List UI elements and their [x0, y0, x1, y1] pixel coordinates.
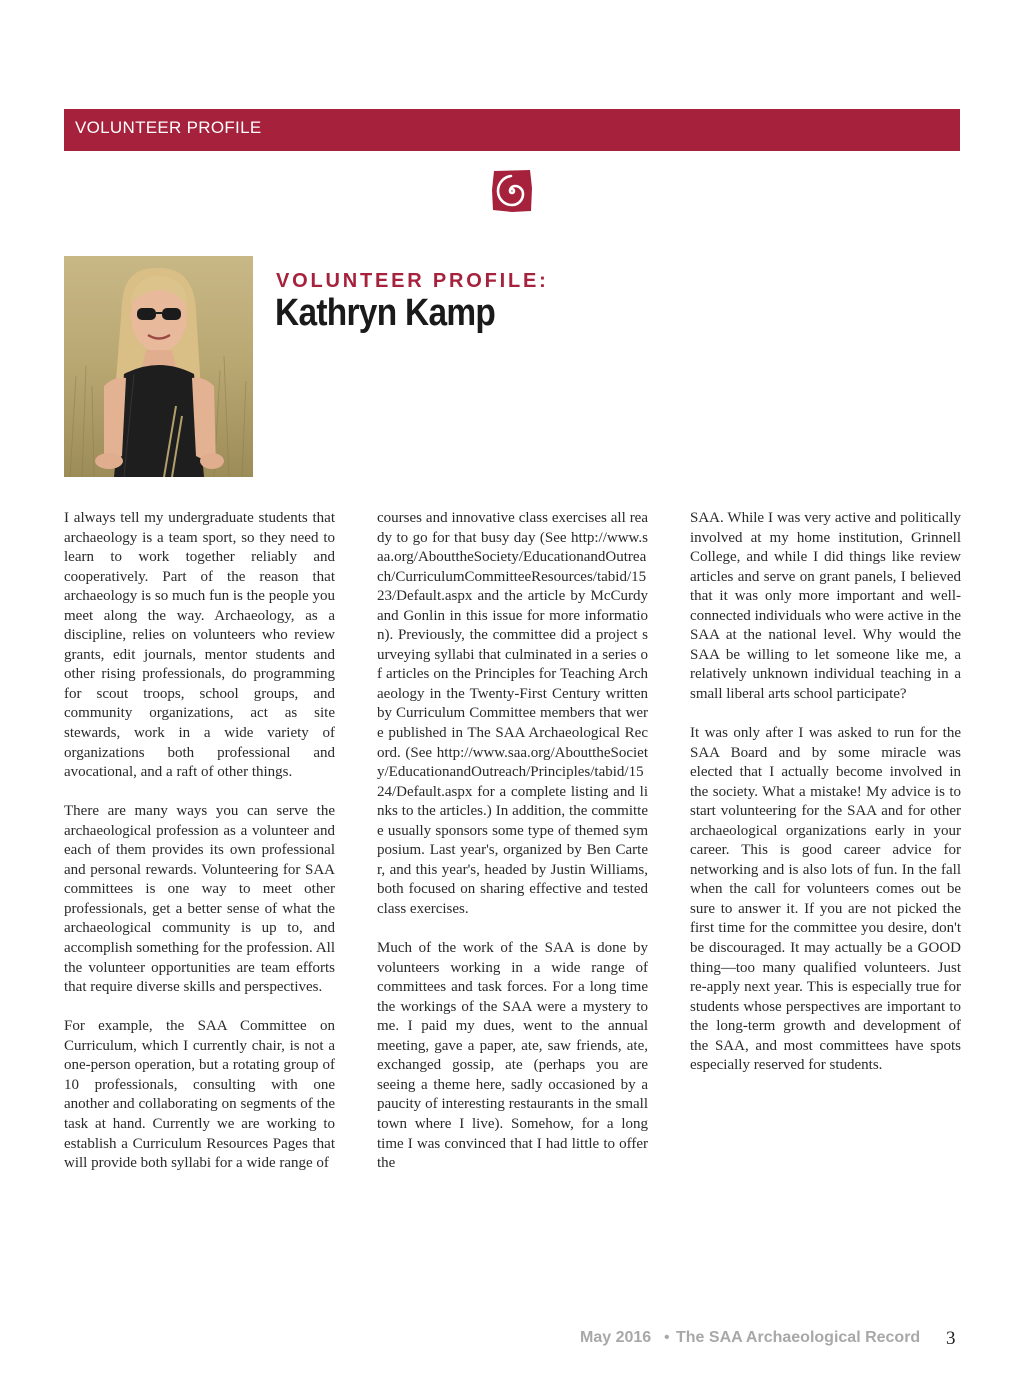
footer-journal: The SAA Archaeological Record	[676, 1329, 921, 1346]
paragraph: It was only after I was asked to run for the SAA Board and by some miracle was elected that I actually become involved in the society. What a mistake! My advice is to start volunteering for the SAA and for other archaeological organizations early in your career. This is good career advice for networking and is also lots of fun. In the fall when the call for volunteers comes out be sure to answer it. If you are not picked the first time for the committee you desire, don't be discouraged. It may actually be a GOOD thing—too many qualified volunteers. Just re-apply next year. This is especially true for students whose perspectives are important to the long-term growth and development of the SAA, and most committees have spots especially reserved for students.	[690, 725, 961, 1074]
spiral-icon	[490, 168, 534, 214]
paragraph: courses and innovative class exercises all ready to go for that busy day (See http://www.saa.org/AbouttheSociety/EducationandOutreach/CurriculumCommitteeResources/tabid/1523/Default.aspx and the article by McCurdy and Gonlin in this issue for more information). Previously, the committee did a project surveying syllabi that culminated in a series of articles on the Principles for Teaching Archaeology in the Twenty-First Century written by Curriculum Committee members that were published in The SAA Archaeological Record. (See http://www.saa.org/AbouttheSociety/EducationandOutreach/Principles/tabid/1524/Default.aspx for a complete listing and links to the articles.) In addition, the committee usually sponsors some type of themed symposium. Last year's, organized by Ben Carter, and this year's, headed by Justin Williams, both focused on sharing effective and tested class exercises.	[377, 510, 648, 917]
paragraph: SAA. While I was very active and politically involved at my home institution, Grinnell College, and while I did things like review articles and serve on grant panels, I believed that it was only more important and well-connected individuals who were active in the SAA at the national level. Why would the SAA be willing to let someone like me, a relatively unknown individual teaching in a small liberal arts school participate?	[690, 510, 961, 702]
profile-name: Kathryn Kamp	[275, 292, 496, 334]
section-banner	[64, 109, 960, 151]
portrait-photo	[64, 256, 253, 477]
article-column-2	[377, 509, 648, 1174]
article-column-3	[690, 509, 961, 1076]
paragraph: I always tell my undergraduate students that archaeology is a team sport, so they need to learn to work together reliably and cooperatively. Part of the reason that archaeology is so much fun is the people you meet along the way. Archaeology, as a discipline, relies on volunteers who review grants, edit journals, mentor students and other rising professionals, do programming for scout troops, school groups, and community organizations, act as site stewards, work in a wide variety of organizations both professional and avocational, and a raft of other things.	[64, 510, 335, 781]
paragraph: There are many ways you can serve the archaeological profession as a volunteer and each of them provides its own professional and personal rewards. Volunteering for SAA committees is one way to meet other professionals, get a better sense of what the archaeological community is up to, and accomplish something for the profession. All the volunteer opportunities are team efforts that require diverse skills and perspectives.	[64, 803, 335, 996]
paragraph: For example, the SAA Committee on Curriculum, which I currently chair, is not a one-person operation, but a rotating group of 10 professionals, consulting with one another and collaborating on segments of the task at hand. Currently we are working to establish a Curriculum Resources Pages that will provide both syllabi for a wide range of	[64, 1018, 335, 1172]
article-column-1	[64, 509, 335, 1174]
page-footer	[580, 1327, 960, 1353]
footer-issue: May 2016	[580, 1329, 652, 1346]
paragraph: Much of the work of the SAA is done by volunteers working in a wide range of committees and task forces. For a long time the workings of the SAA were a mystery to me. I paid my dues, went to the annual meeting, gave a paper, ate, saw friends, ate, exchanged gossip, ate (perhaps you are seeing a theme here, sadly occasioned by a paucity of interesting restaurants in the small town where I live). Somehow, for a long time I was convinced that I had little to offer the	[377, 940, 648, 1172]
footer-separator: •	[664, 1329, 670, 1346]
section-label: VOLUNTEER PROFILE	[75, 118, 262, 137]
page-number: 3	[946, 1328, 956, 1349]
profile-kicker: VOLUNTEER PROFILE:	[276, 270, 549, 292]
